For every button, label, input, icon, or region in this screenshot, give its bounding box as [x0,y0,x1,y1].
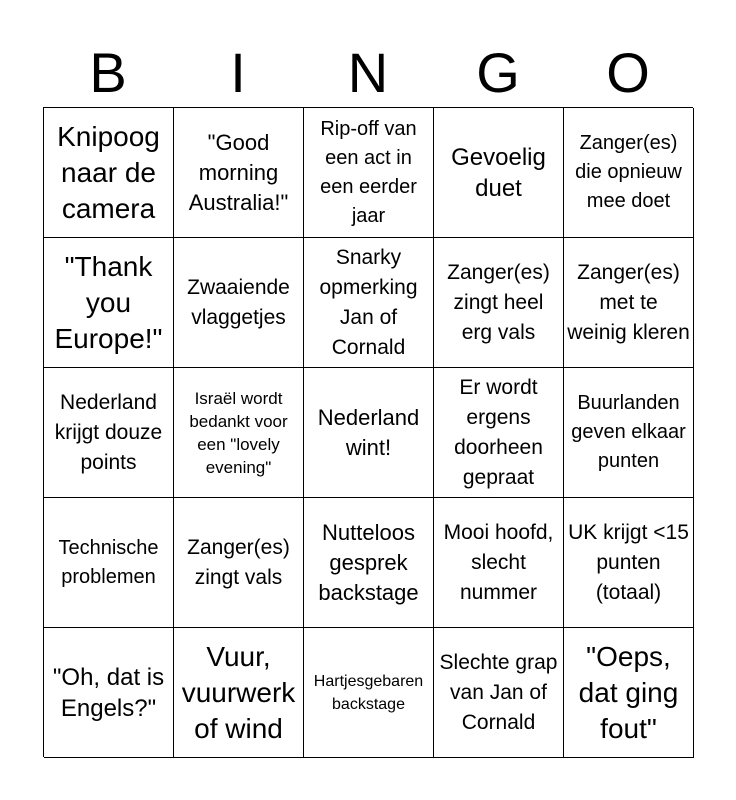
bingo-cell-text: Snarky opmerking Jan of Cornald [319,245,418,359]
bingo-cell-text: Knipoog naar de camera [57,120,160,224]
bingo-cell[interactable] [434,498,564,628]
bingo-cell-text: Rip-off van een act in een eerder jaar [320,117,417,227]
bingo-cell[interactable] [304,108,434,238]
bingo-cell-text: "Oh, dat is Engels?" [52,663,165,722]
bingo-cell[interactable] [174,238,304,368]
bingo-cell-text: "Thank you Europe!" [54,250,163,354]
bingo-cell[interactable] [44,238,174,368]
bingo-cell-text: Mooi hoofd, slecht nummer [443,520,554,604]
bingo-cell[interactable] [564,498,694,628]
bingo-cell-text: Buurlanden geven elkaar punten [571,392,686,472]
header-letter-n: N [347,41,389,104]
bingo-cell-text: "Good morning Australia!" [188,129,289,215]
bingo-cell-text: Nederland wint! [317,404,420,460]
bingo-header [43,40,693,106]
bingo-cell[interactable] [564,368,694,498]
bingo-cell[interactable] [434,368,564,498]
bingo-cell[interactable] [44,628,174,758]
bingo-cell-text: "Oeps, dat ging fout" [578,640,679,744]
bingo-cell-text: Technische problemen [58,536,159,588]
bingo-cell[interactable] [174,368,304,498]
bingo-cell[interactable] [174,498,304,628]
bingo-cell-text: Israël wordt bedankt voor een "lovely evening" [189,388,288,477]
bingo-cell[interactable] [174,628,304,758]
bingo-cell[interactable] [564,238,694,368]
bingo-cell-text: Er wordt ergens doorheen gepraat [454,375,543,489]
bingo-cell-text: Hartjesgebaren backstage [313,672,424,713]
bingo-cell[interactable] [304,238,434,368]
bingo-cell-text: Vuur, vuurwerk of wind [181,640,296,744]
header-letter-g: G [476,41,520,104]
bingo-cell[interactable] [304,498,434,628]
bingo-cell[interactable] [434,108,564,238]
bingo-cell[interactable] [304,628,434,758]
bingo-cell[interactable] [434,238,564,368]
bingo-cell-text: Zanger(es) met te weinig kleren [567,260,690,344]
bingo-cell[interactable] [434,628,564,758]
bingo-cell-text: Zanger(es) zingt vals [187,535,290,589]
bingo-cell[interactable] [564,108,694,238]
bingo-grid [43,107,693,757]
bingo-cell[interactable] [304,368,434,498]
bingo-cell-text: Nutteloos gesprek backstage [318,519,419,605]
bingo-cell[interactable] [44,108,174,238]
header-letter-i: I [230,41,246,104]
header-letter-b: B [89,41,127,104]
bingo-cell-text: Zwaaiende vlaggetjes [187,275,290,329]
bingo-cell[interactable] [174,108,304,238]
bingo-cell[interactable] [44,368,174,498]
bingo-cell-text: Slechte grap van Jan of Cornald [439,650,558,734]
bingo-cell-text: Zanger(es) die opnieuw mee doet [575,132,682,212]
header-letter-o: O [606,41,650,104]
bingo-cell-text: UK krijgt <15 punten (totaal) [568,520,689,604]
bingo-cell-text: Zanger(es) zingt heel erg vals [447,260,550,344]
bingo-cell-text: Gevoelig duet [451,143,546,202]
bingo-cell[interactable] [564,628,694,758]
bingo-cell-text: Nederland krijgt douze points [54,390,163,474]
bingo-cell[interactable] [44,498,174,628]
